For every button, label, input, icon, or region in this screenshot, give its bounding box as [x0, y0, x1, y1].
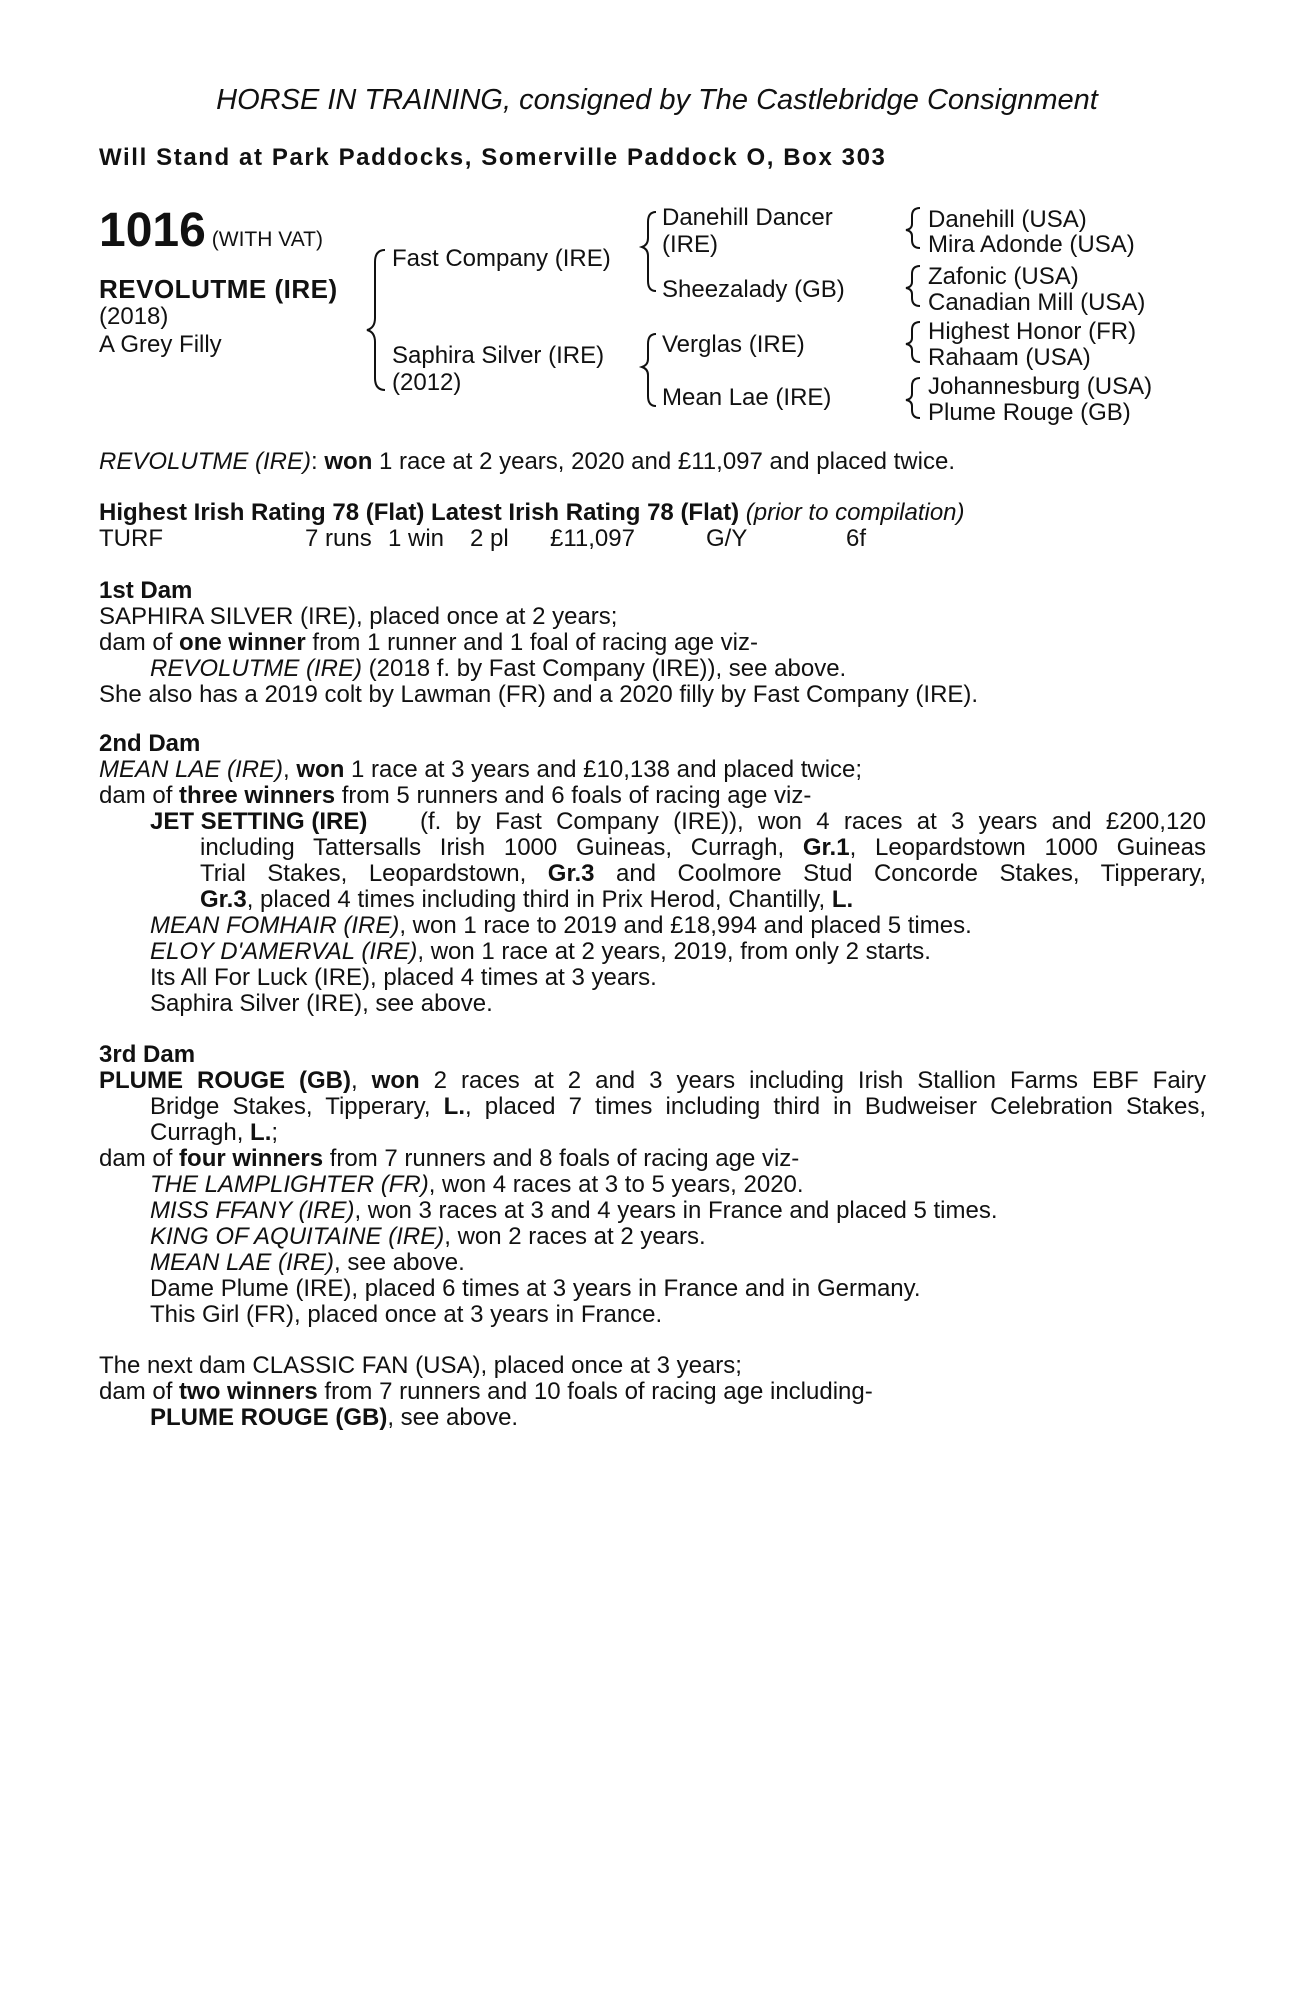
pedigree-sire-sire-suffix: (IRE) — [662, 231, 718, 258]
dam2-runner-2: MEAN FOMHAIR (IRE), won 1 race to 2019 and £18,994 and placed 5 times. — [150, 912, 972, 939]
horse-name: REVOLUTME (IRE) — [99, 274, 338, 304]
pedigree-sss: Danehill (USA) — [928, 206, 1087, 233]
dam1-heading: 1st Dam — [99, 577, 193, 604]
race-summary: REVOLUTME (IRE): won 1 race at 2 years, 2020 and £11,097 and placed twice. — [99, 448, 955, 475]
brace-sd — [906, 266, 920, 306]
dam3-runner-5: Dame Plume (IRE), placed 6 times at 3 years in France and in Germany. — [150, 1275, 921, 1302]
rating-placed: 2 pl — [470, 525, 509, 552]
dam1-foals: She also has a 2019 colt by Lawman (FR) and a 2020 filly by Fast Company (IRE). — [99, 681, 979, 708]
dam2-runner-5: Saphira Silver (IRE), see above. — [150, 990, 493, 1017]
nextdam-runner: PLUME ROUGE (GB), see above. — [150, 1404, 519, 1431]
dam2-runner-3: ELOY D'AMERVAL (IRE), won 1 race at 2 years, 2019, from only 2 starts. — [150, 938, 931, 965]
jet-setting-line2: including Tattersalls Irish 1000 Guineas, Curragh, Gr.1, Leopardstown 1000 Guineas — [200, 834, 1206, 861]
dam3-runner-2: MISS FFANY (IRE), won 3 races at 3 and 4 years in France and placed 5 times. — [150, 1197, 998, 1224]
dam3-line1: PLUME ROUGE (GB), won 2 races at 2 and 3 years including Irish Stallion Farms EBF Fairy — [99, 1067, 1206, 1094]
pedigree-dam: Saphira Silver (IRE) — [392, 342, 605, 369]
nextdam-produce: dam of two winners from 7 runners and 10 foals of racing age including- — [99, 1378, 873, 1405]
dam1-produce: dam of one winner from 1 runner and 1 foal of racing age viz- — [99, 629, 758, 656]
dam2-produce: dam of three winners from 5 runners and 6 foals of racing age viz- — [99, 782, 812, 809]
rating-wins: 1 win — [388, 525, 445, 552]
rating-going: G/Y — [706, 525, 748, 552]
catalogue-heading: HORSE IN TRAINING, consigned by The Castlebridge Consignment — [216, 84, 1098, 116]
dam3-heading: 3rd Dam — [99, 1041, 196, 1068]
rating-line: Highest Irish Rating 78 (Flat) Latest Irish Rating 78 (Flat) (prior to compilation) — [99, 499, 965, 526]
pedigree-dss: Highest Honor (FR) — [928, 318, 1137, 345]
dam2-line: MEAN LAE (IRE), won 1 race at 3 years and £10,138 and placed twice; — [99, 756, 863, 783]
lot-number: 1016 — [99, 204, 206, 257]
vat-note: (WITH VAT) — [211, 228, 323, 251]
jet-setting-line4: Gr.3, placed 4 times including third in Prix Herod, Chantilly, L. — [200, 886, 854, 913]
jet-setting-line3: Trial Stakes, Leopardstown, Gr.3 and Coolmore Stud Concorde Stakes, Tipperary, — [200, 860, 1206, 887]
dam2-runner-4: Its All For Luck (IRE), placed 4 times at 3 years. — [150, 964, 657, 991]
dam3-produce: dam of four winners from 7 runners and 8 foals of racing age viz- — [99, 1145, 800, 1172]
dam1-runner: REVOLUTME (IRE) (2018 f. by Fast Company (IRE)), see above. — [150, 655, 847, 682]
brace-main — [367, 250, 385, 390]
dam3-runner-6: This Girl (FR), placed once at 3 years in France. — [150, 1301, 663, 1328]
dam3-line2: Bridge Stakes, Tipperary, L., placed 7 times including third in Budweiser Celebration Stakes, — [150, 1093, 1206, 1120]
jet-setting-name: JET SETTING (IRE) — [150, 808, 368, 835]
pedigree-ssd: Mira Adonde (USA) — [928, 231, 1135, 258]
rating-distance: 6f — [846, 525, 867, 552]
pedigree-dam-year: (2012) — [392, 369, 462, 396]
rating-runs: 7 runs — [305, 525, 372, 552]
dam3-runner-4: MEAN LAE (IRE), see above. — [150, 1249, 465, 1276]
dam3-line3: Curragh, L.; — [150, 1119, 279, 1146]
pedigree-sire-dam: Sheezalady (GB) — [662, 276, 845, 303]
pedigree-dds: Johannesburg (USA) — [928, 373, 1153, 400]
nextdam-line1: The next dam CLASSIC FAN (USA), placed once at 3 years; — [99, 1352, 742, 1379]
dam2-heading: 2nd Dam — [99, 730, 201, 757]
jet-setting-line1: (f. by Fast Company (IRE)), won 4 races at 3 years and £200,120 — [420, 808, 1206, 835]
dam1-line: SAPHIRA SILVER (IRE), placed once at 2 years; — [99, 603, 618, 630]
rating-earnings: £11,097 — [550, 525, 635, 552]
horse-description: A Grey Filly — [99, 331, 222, 358]
horse-year: (2018) — [99, 303, 169, 330]
pedigree-dam-sire: Verglas (IRE) — [662, 331, 805, 358]
pedigree-sds: Zafonic (USA) — [928, 263, 1079, 290]
pedigree-dam-dam: Mean Lae (IRE) — [662, 384, 832, 411]
brace-ds — [906, 322, 920, 362]
pedigree-dsd: Rahaam (USA) — [928, 344, 1091, 371]
brace-sire — [642, 212, 656, 291]
brace-ss — [906, 208, 920, 248]
pedigree-sire-sire: Danehill Dancer — [662, 204, 833, 231]
pedigree-ddd: Plume Rouge (GB) — [928, 399, 1131, 426]
brace-dd — [906, 378, 920, 418]
dam3-runner-1: THE LAMPLIGHTER (FR), won 4 races at 3 to 5 years, 2020. — [150, 1171, 804, 1198]
brace-dam — [642, 334, 656, 406]
pedigree-sire: Fast Company (IRE) — [392, 245, 611, 272]
rating-surface: TURF — [99, 525, 163, 552]
pedigree-sdd: Canadian Mill (USA) — [928, 289, 1146, 316]
stabling-location: Will Stand at Park Paddocks, Somerville Paddock O, Box 303 — [99, 144, 887, 171]
dam3-runner-3: KING OF AQUITAINE (IRE), won 2 races at 2 years. — [150, 1223, 706, 1250]
